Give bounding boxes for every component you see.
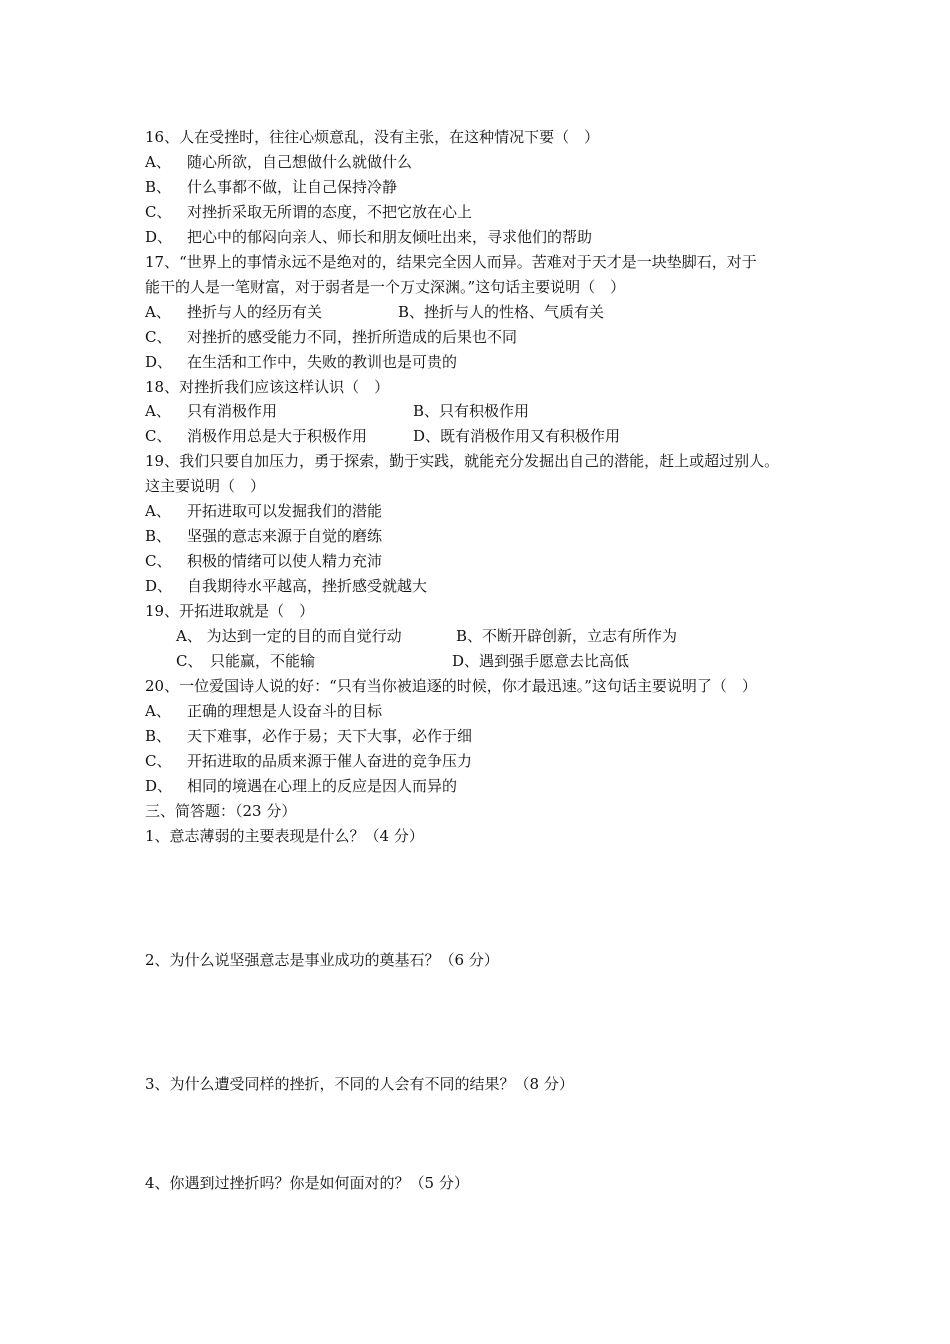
- option-text: 坚强的意志来源于自觉的磨练: [187, 527, 383, 545]
- option-label: B、: [145, 727, 172, 745]
- q19a-option-c: [145, 551, 382, 571]
- option-label: D、: [145, 353, 173, 371]
- section3-heading: 三、简答题：（23 分）: [145, 802, 297, 820]
- option-text: 正确的理想是人设奋斗的目标: [187, 702, 383, 720]
- q20-option-b: [145, 726, 472, 746]
- option-label: A、: [145, 702, 171, 720]
- q17-option-a: [145, 302, 322, 322]
- option-text: 对挫折的感受能力不同，挫折所造成的后果也不同: [187, 328, 518, 346]
- q19a-option-d: [145, 576, 427, 596]
- option-label: C、: [145, 203, 172, 221]
- q16-stem: 16、人在受挫时，往往心烦意乱，没有主张，在这种情况下要（ ）: [145, 128, 600, 146]
- q18-option-c: [145, 426, 367, 446]
- option-text: 积极的情绪可以使人精力充沛: [187, 552, 383, 570]
- option-label: B、: [145, 178, 172, 196]
- q20-stem: 20、一位爱国诗人说的好：“只有当你被追逐的时候，你才最迅速。”这句话主要说明了（ ）: [145, 677, 757, 695]
- q16-option-d: [145, 227, 592, 247]
- q16-option-a: [145, 152, 412, 172]
- option-label: B、: [145, 527, 172, 545]
- q19b-option-c: C、 只能赢，不能输: [176, 652, 315, 670]
- option-text: 对挫折采取无所谓的态度，不把它放在心上: [187, 203, 473, 221]
- short-answer-question-2: 2、为什么说坚强意志是事业成功的奠基石？（6 分）: [145, 951, 499, 969]
- q18-option-b: B、只有积极作用: [413, 402, 530, 420]
- option-label: A、: [145, 402, 171, 420]
- q18-option-d: D、既有消极作用又有积极作用: [413, 427, 621, 445]
- option-label: C、: [145, 427, 172, 445]
- q19a-stem-line2: 这主要说明（ ）: [145, 477, 266, 495]
- option-label: A、: [145, 502, 171, 520]
- option-text: 在生活和工作中，失败的教训也是可贵的: [187, 353, 458, 371]
- q19a-option-a: [145, 501, 382, 521]
- option-label: C、: [145, 552, 172, 570]
- option-text: 把心中的郁闷向亲人、师长和朋友倾吐出来，寻求他们的帮助: [187, 228, 593, 246]
- option-text: 只有消极作用: [187, 402, 278, 420]
- q19a-stem-line1: 19、我们只要自加压力，勇于探索，勤于实践，就能充分发掘出自己的潜能，赶上或超过别人。: [145, 452, 780, 470]
- q18-option-a: [145, 401, 277, 421]
- q19a-option-b: [145, 526, 382, 546]
- option-text: 自我期待水平越高，挫折感受就越大: [187, 577, 428, 595]
- q20-option-c: [145, 751, 472, 771]
- option-text: 挫折与人的经历有关: [187, 303, 323, 321]
- option-text: 随心所欲，自己想做什么就做什么: [187, 153, 413, 171]
- q19b-stem: 19、开拓进取就是（ ）: [145, 602, 315, 620]
- option-label: C、: [145, 328, 172, 346]
- option-text: 相同的境遇在心理上的反应是因人而异的: [187, 777, 458, 795]
- q16-option-b: [145, 177, 397, 197]
- option-label: A、: [145, 153, 171, 171]
- option-text: 开拓进取的品质来源于催人奋进的竞争压力: [187, 752, 473, 770]
- q20-option-d: [145, 776, 457, 796]
- option-label: C、: [145, 752, 172, 770]
- short-answer-question-4: 4、你遇到过挫折吗？你是如何面对的？（5 分）: [145, 1174, 469, 1192]
- q19b-option-b: B、不断开辟创新，立志有所作为: [456, 627, 678, 645]
- option-label: D、: [145, 228, 173, 246]
- option-label: D、: [145, 777, 173, 795]
- option-label: D、: [145, 577, 173, 595]
- option-text: 天下难事，必作于易；天下大事，必作于细: [187, 727, 473, 745]
- option-label: A、: [145, 303, 171, 321]
- short-answer-question-3: 3、为什么遭受同样的挫折，不同的人会有不同的结果？（8 分）: [145, 1075, 574, 1093]
- q17-option-c: [145, 327, 517, 347]
- option-text: 什么事都不做，让自己保持冷静: [187, 178, 398, 196]
- q16-option-c: [145, 202, 472, 222]
- q20-option-a: [145, 701, 382, 721]
- q17-stem-line1: 17、“世界上的事情永远不是绝对的，结果完全因人而异。苦难对于天才是一块垫脚石，对于: [145, 253, 757, 271]
- q17-option-d: [145, 352, 457, 372]
- q19b-option-a: A、 为达到一定的目的而自觉行动: [176, 627, 402, 645]
- q19b-option-d: D、遇到强手愿意去比高低: [452, 652, 630, 670]
- q17-stem-line2: 能干的人是一笔财富，对于弱者是一个万丈深渊。”这句话主要说明（ ）: [145, 278, 626, 296]
- option-text: 消极作用总是大于积极作用: [187, 427, 368, 445]
- q18-stem: 18、对挫折我们应该这样认识（ ）: [145, 378, 390, 396]
- option-text: 开拓进取可以发掘我们的潜能: [187, 502, 383, 520]
- q17-option-b: B、挫折与人的性格、气质有关: [398, 303, 605, 321]
- short-answer-question-1: 1、意志薄弱的主要表现是什么？（4 分）: [145, 827, 424, 845]
